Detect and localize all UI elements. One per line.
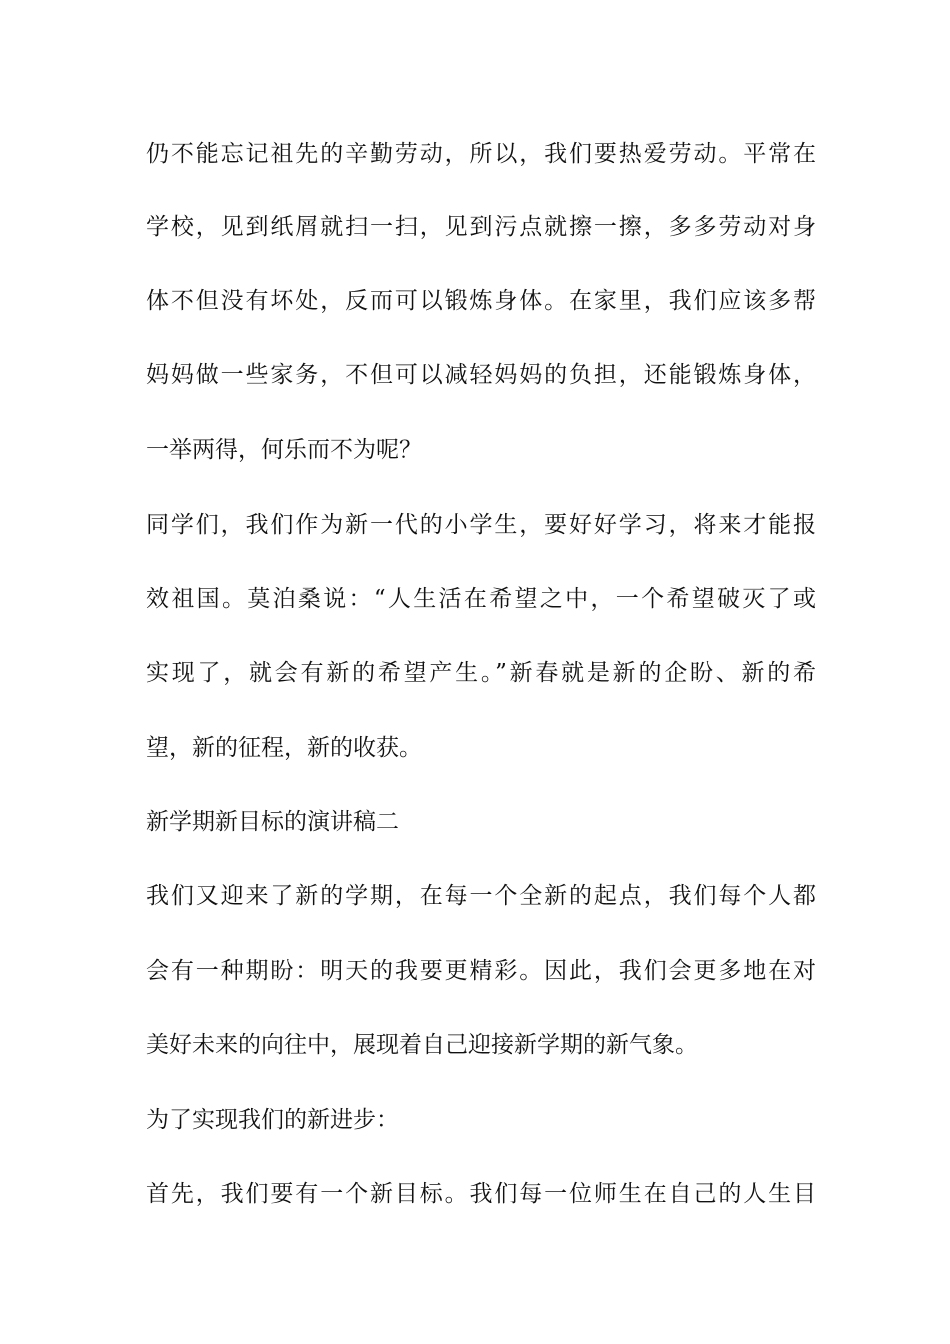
text-line: 我们又迎来了新的学期，在每一个全新的起点，我们每个人都 <box>146 883 816 909</box>
text-line: 会有一种期盼：明天的我要更精彩。因此，我们会更多地在对 <box>146 958 816 984</box>
text-line: 美好未来的向往中，展现着自己迎接新学期的新气象。 <box>146 1032 698 1058</box>
text-line: 同学们，我们作为新一代的小学生，要好好学习，将来才能报 <box>146 512 816 538</box>
text-line: 实现了，就会有新的希望产生。”新春就是新的企盼、新的希 <box>146 660 816 686</box>
text-line: 为了实现我们的新进步： <box>146 1107 399 1133</box>
text-line: 妈妈做一些家务，不但可以减轻妈妈的负担，还能锻炼身体， <box>146 362 816 388</box>
section-heading: 新学期新目标的演讲稿二 <box>146 809 399 835</box>
text-line: 望，新的征程，新的收获。 <box>146 735 422 761</box>
text-line: 仍不能忘记祖先的辛勤劳动，所以，我们要热爱劳动。平常在 <box>146 141 816 167</box>
text-line: 首先，我们要有一个新目标。我们每一位师生在自己的人生目 <box>146 1181 816 1207</box>
text-line: 学校，见到纸屑就扫一扫，见到污点就擦一擦，多多劳动对身 <box>146 214 816 240</box>
text-line: 体不但没有坏处，反而可以锻炼身体。在家里，我们应该多帮 <box>146 288 816 314</box>
text-line: 一举两得，何乐而不为呢？ <box>146 437 422 463</box>
text-line: 效祖国。莫泊桑说：“人生活在希望之中，一个希望破灭了或 <box>146 586 816 612</box>
